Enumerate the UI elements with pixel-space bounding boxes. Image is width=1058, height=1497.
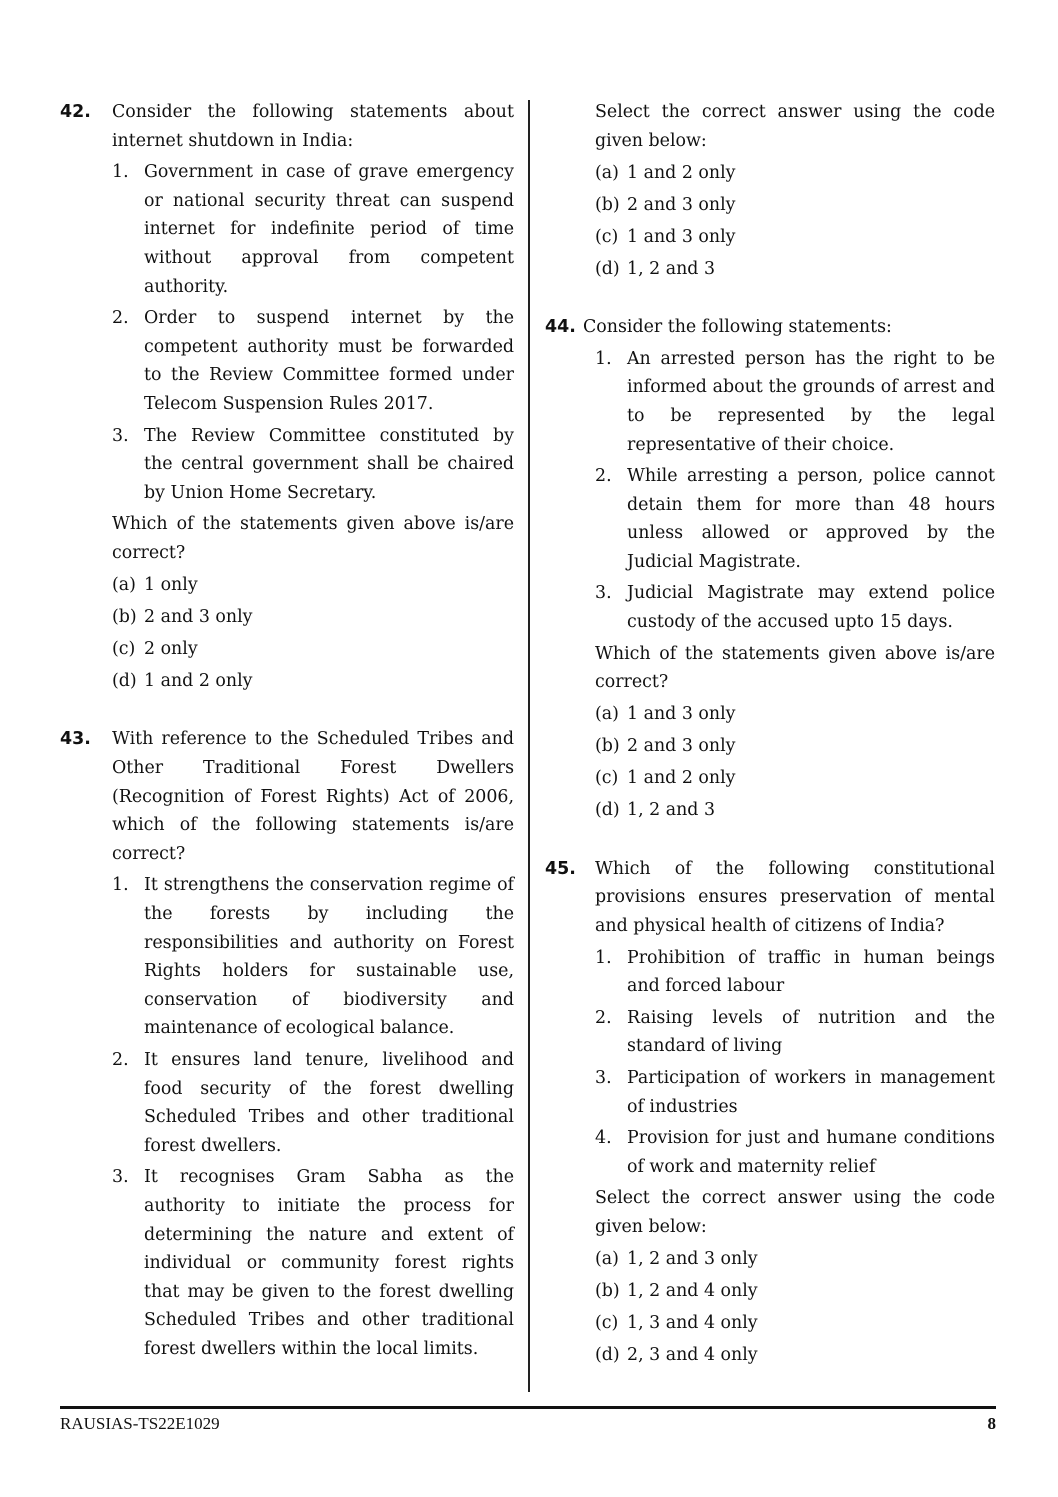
answer-option xyxy=(595,255,995,284)
statement xyxy=(595,1124,995,1181)
statement xyxy=(595,1004,995,1061)
option-text: 1 and 2 only xyxy=(627,162,736,183)
statement xyxy=(112,422,514,508)
answer-option xyxy=(595,159,995,188)
statement-text: Prohibition of traffic in human beings and forced labour xyxy=(627,947,995,997)
answer-option xyxy=(595,764,995,793)
statement xyxy=(595,345,995,459)
answer-option xyxy=(112,635,514,664)
option-text: 1, 2 and 4 only xyxy=(627,1280,758,1301)
question-text: Which of the following constitutional provisions ensures preservation of mental and physical health of citizens of India? xyxy=(595,858,995,936)
statement-number: 1. xyxy=(595,947,612,968)
left-column xyxy=(60,98,514,1394)
question-45 xyxy=(545,855,995,1370)
option-letter: (a) xyxy=(112,574,136,595)
option-text: 1 and 3 only xyxy=(627,226,736,247)
answer-option xyxy=(595,1277,995,1306)
statement-text: Raising levels of nutrition and the standard of living xyxy=(627,1007,995,1057)
option-text: 1 and 3 only xyxy=(627,704,736,725)
question-number: 43. xyxy=(60,729,91,750)
statement-number: 2. xyxy=(112,308,129,329)
statement-number: 4. xyxy=(595,1128,612,1149)
statement-text: It ensures land tenure, livelihood and food security of the forest dwelling Scheduled Tribes and other traditional forest dwellers. xyxy=(144,1049,514,1156)
question-44 xyxy=(545,313,995,825)
option-letter: (b) xyxy=(112,606,137,627)
question-number: 42. xyxy=(60,102,91,122)
statement xyxy=(112,1163,514,1363)
statement-text: Order to suspend internet by the competent authority must be forwarded to the Review Committee formed under Telecom Suspension Rules 2017. xyxy=(144,308,514,414)
option-letter: (c) xyxy=(595,226,619,247)
statement-number: 3. xyxy=(595,1067,612,1088)
option-text: 1, 3 and 4 only xyxy=(627,1312,758,1333)
option-text: 2 and 3 only xyxy=(627,194,736,215)
statement-text: While arresting a person, police cannot detain them for more than 48 hours unless allowed or approved by the Judicial Magistrate. xyxy=(627,466,995,572)
option-text: 1 only xyxy=(144,574,198,595)
option-letter: (c) xyxy=(112,638,136,659)
option-letter: (a) xyxy=(595,1248,619,1269)
option-letter: (b) xyxy=(595,1280,620,1301)
statement-number: 2. xyxy=(595,466,612,487)
statement-text: An arrested person has the right to be informed about the grounds of arrest and to be represented by the legal representative of their choice. xyxy=(627,348,995,455)
option-text: 1 and 2 only xyxy=(144,670,253,691)
statement-number: 3. xyxy=(112,1167,129,1188)
statement xyxy=(112,1046,514,1160)
option-text: 1, 2 and 3 only xyxy=(627,1248,758,1269)
option-letter: (d) xyxy=(112,670,137,691)
statement-number: 1. xyxy=(112,875,129,896)
question-text: Consider the following statements about internet shutdown in India: xyxy=(112,102,514,151)
question-prompt: Which of the statements given above is/are correct? xyxy=(112,514,514,563)
answer-option xyxy=(595,732,995,761)
option-letter: (b) xyxy=(595,736,620,757)
footer-test-code: RAUSIAS-TS22E1029 xyxy=(60,1414,220,1433)
option-letter: (b) xyxy=(595,194,620,215)
option-letter: (a) xyxy=(595,162,619,183)
statement-text: Provision for just and humane conditions of work and maternity relief xyxy=(627,1128,995,1177)
option-letter: (a) xyxy=(595,704,619,725)
answer-option xyxy=(595,1245,995,1274)
statement xyxy=(112,304,514,418)
question-number: 45. xyxy=(545,858,576,879)
answer-option xyxy=(595,1341,995,1370)
statement xyxy=(595,1064,995,1121)
option-text: 2, 3 and 4 only xyxy=(627,1344,758,1365)
option-text: 1 and 2 only xyxy=(627,768,736,789)
question-prompt: Which of the statements given above is/are correct? xyxy=(595,643,995,693)
question-number: 44. xyxy=(545,317,576,338)
statement-number: 1. xyxy=(112,162,129,183)
statement xyxy=(112,871,514,1043)
statement-number: 2. xyxy=(112,1049,129,1070)
statement-text: It strengthens the conservation regime of the forests by including the responsibilities and authority on Forest Rights holders for sustainable use, conservation of biodiversity and maintenance of ecological balance. xyxy=(144,875,514,1039)
answer-option xyxy=(112,667,514,696)
option-letter: (d) xyxy=(595,1344,620,1365)
answer-option xyxy=(595,1309,995,1338)
statement-number: 3. xyxy=(112,425,129,446)
statement xyxy=(112,158,514,301)
question-prompt: Select the correct answer using the code given below: xyxy=(595,102,995,151)
answer-option xyxy=(595,223,995,252)
option-letter: (d) xyxy=(595,258,620,279)
statement-text: Government in case of grave emergency or national security threat can suspend internet for indefinite period of time without approval from competent authority. xyxy=(144,162,514,297)
column-divider xyxy=(528,100,530,1392)
statement xyxy=(595,462,995,576)
answer-option xyxy=(595,700,995,729)
question-42 xyxy=(60,98,514,695)
answer-option xyxy=(112,571,514,600)
statement xyxy=(595,944,995,1001)
footer-rule xyxy=(60,1406,996,1409)
option-letter: (d) xyxy=(595,800,620,821)
statement-text: The Review Committee constituted by the central government shall be chaired by Union Home Secretary. xyxy=(144,425,514,503)
option-text: 2 only xyxy=(144,638,198,659)
statement xyxy=(595,579,995,636)
option-text: 2 and 3 only xyxy=(144,606,253,627)
statement-text: It recognises Gram Sabha as the authority to initiate the process for determining the nature and extent of individual or community forest rights that may be given to the forest dwelling Scheduled Tribes and other traditional forest dwellers within the local limits. xyxy=(144,1167,514,1359)
option-letter: (c) xyxy=(595,1312,619,1333)
statement-number: 1. xyxy=(595,348,612,369)
statement-number: 3. xyxy=(595,583,612,604)
option-letter: (c) xyxy=(595,768,619,789)
statement-text: Participation of workers in management of industries xyxy=(627,1067,995,1117)
answer-option xyxy=(595,796,995,825)
option-text: 2 and 3 only xyxy=(627,736,736,757)
question-text: Consider the following statements: xyxy=(583,317,892,338)
question-prompt: Select the correct answer using the code given below: xyxy=(595,1188,995,1237)
question-text: With reference to the Scheduled Tribes and Other Traditional Forest Dwellers (Recognition of Forest Rights) Act of 2006, which of the following statements is/are correct? xyxy=(112,729,514,864)
right-column xyxy=(545,98,995,1399)
option-text: 1, 2 and 3 xyxy=(627,800,716,821)
answer-option xyxy=(112,603,514,632)
statement-text: Judicial Magistrate may extend police custody of the accused upto 15 days. xyxy=(627,583,995,633)
statement-number: 2. xyxy=(595,1007,612,1028)
question-43 xyxy=(60,725,514,1363)
question-43-continued xyxy=(545,98,995,283)
option-text: 1, 2 and 3 xyxy=(627,258,716,279)
answer-option xyxy=(595,191,995,220)
page-number: 8 xyxy=(987,1414,996,1433)
